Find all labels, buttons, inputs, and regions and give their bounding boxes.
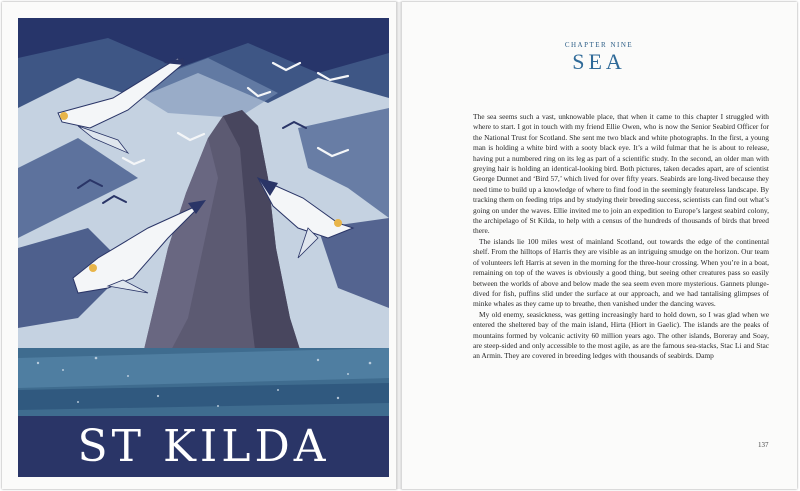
chapter-label: CHAPTER NINE <box>564 41 634 49</box>
paragraph: The islands lie 100 miles west of mainland Scotland, out towards the edge of the continental shelf. From the hilltops of Harris they are visible as an intriguing smudge on the horizon. Our team of volunteers left Harris at seven in the morning for the three-hour crossing. When you’re in a boat, remaining on top of the waves is obviously a good thing, but seeing other creatures pass so easily between the worlds of above and below made the sea seem even more mysterious. Gannets plunge-dived for fish, puffins slid under the surface at our approach, and we had tantalising glimpses of minke whales as they came up to breathe, then vanished under the dancing waves. <box>473 236 769 309</box>
st-kilda-illustration <box>18 18 389 477</box>
chapter-body-text <box>473 112 769 362</box>
chapter-title: SEA <box>572 49 626 74</box>
illustration-svg <box>18 18 389 477</box>
paragraph: The sea seems such a vast, unknowable place, that when it came to this chapter I struggled with where to start. I got in touch with my friend Ellie Owen, who is now the Senior Seabird Officer for the National Trust for Scotland. She sent me two black and white photographs. In the first, a young man is holding a white bird with a sooty black eye. It’s a wild fulmar that he is about to release, having put a numbered ring on its leg as part of a scientific study. In the second, an older man with greying hair is holding an identical-looking bird. Both pictures, taken decades apart, are of scientist George Dunnet and ‘Bird 57,’ which lived for over fifty years. Seabirds are long-lived because they need time to build up a knowledge of where to find food in the seemingly featureless landscape. By tracking them on feeding trips and by studying their breeding success, scientists can find out what’s going on under the waves. Ellie invited me to join an expedition to Europe’s largest seabird colony, the archipelago of St Kilda, to help with a census of the hundreds of thousands of birds that breed there. <box>473 112 769 236</box>
poster-title: ST KILDA <box>77 420 330 472</box>
paragraph: My old enemy, seasickness, was getting increasingly hard to hold down, so I was glad when we entered the sheltered bay of the main island, Hirta (Hiort in Gaelic). The islands are the peaks of mountains formed by volcanic activity 60 million years ago. The other islands, Boreray and Soay, are steep-sided and only accessible to the most agile, as are the famous sea-stacks, Stac Li and Stac an Armin. They are covered in breeding ledges with thousands of seabirds. Damp <box>473 309 769 361</box>
book-gutter <box>396 2 402 489</box>
left-page <box>2 2 397 489</box>
page-number: 137 <box>758 441 769 449</box>
